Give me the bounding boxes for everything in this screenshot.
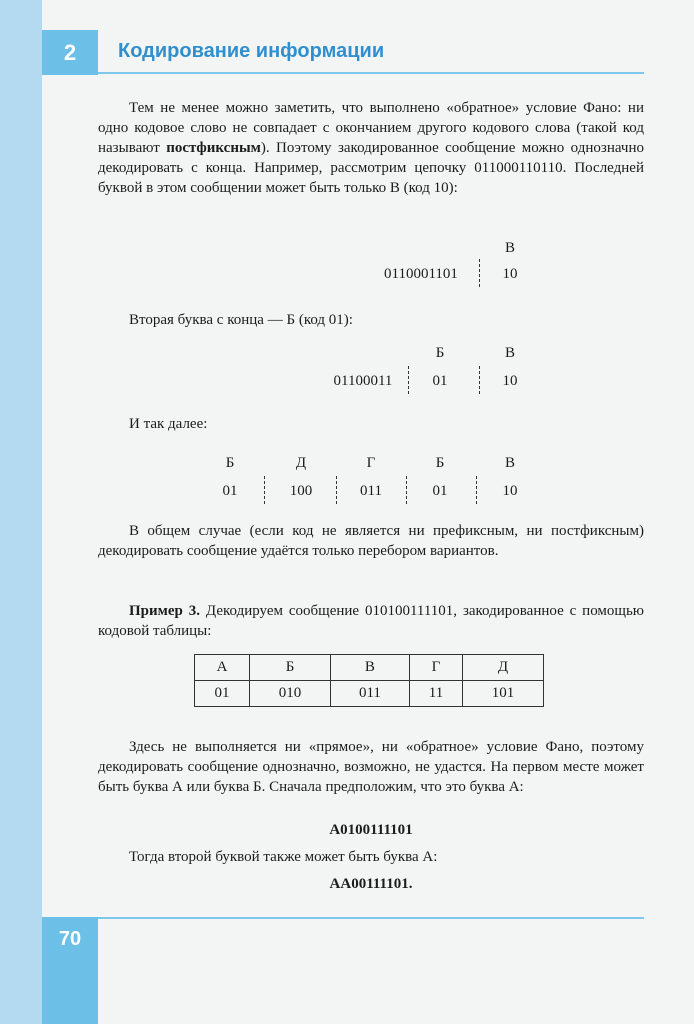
text-second-a: Тогда второй буквой также может быть буква А: xyxy=(129,849,438,865)
page-number: 70 xyxy=(58,928,82,950)
separator xyxy=(406,476,407,504)
table-cell: 01 xyxy=(195,681,250,707)
text-second-letter: Вторая буква с конца — Б (код 01): xyxy=(129,312,353,328)
table-cell: В xyxy=(330,655,409,681)
table-cell: 010 xyxy=(250,681,331,707)
decode1-remainder: 0110001101 xyxy=(384,266,458,282)
chapter-number: 2 xyxy=(42,30,98,75)
decode-step-aa: АА00111101. xyxy=(329,876,413,892)
decode1-code: 10 xyxy=(502,266,518,282)
paragraph-fano-not-satisfied: Здесь не выполняется ни «прямое», ни «обратное» условие Фано, поэтому декодировать сообщение однозначно, возможно, не удастся. На первом месте может быть буква А или буква Б. Сначала предположим, что это буква А: xyxy=(98,739,644,795)
table-cell: Д xyxy=(463,655,544,681)
decode2-letter: Б xyxy=(435,345,445,361)
table-cell: 101 xyxy=(463,681,544,707)
side-strip xyxy=(0,0,42,1024)
decode3-code: 10 xyxy=(502,483,518,499)
table-row xyxy=(195,655,544,681)
code-table xyxy=(194,654,544,707)
separator xyxy=(408,366,409,394)
decode-step-a: А0100111101 xyxy=(329,822,413,838)
decode2-letter: В xyxy=(504,345,515,361)
table-cell: 011 xyxy=(330,681,409,707)
footer-rule xyxy=(98,917,644,919)
decode3-code: 011 xyxy=(360,483,382,499)
table-cell: Б xyxy=(250,655,331,681)
decode2-code: 10 xyxy=(502,373,518,389)
decode3-letter: Г xyxy=(366,455,376,471)
table-row xyxy=(195,681,544,707)
example-3: Пример 3. Декодируем сообщение 010100111101, закодированное с помощью кодовой таблицы: xyxy=(98,603,644,639)
separator xyxy=(476,476,477,504)
table-cell: Г xyxy=(409,655,462,681)
chapter-title: Кодирование информации xyxy=(118,40,385,62)
decode3-code: 100 xyxy=(289,483,313,499)
decode3-code: 01 xyxy=(222,483,238,499)
example-label: Пример 3. xyxy=(129,603,201,619)
decode3-code: 01 xyxy=(432,483,448,499)
decode2-code: 01 xyxy=(432,373,448,389)
paragraph-postfix: Тем не менее можно заметить, что выполнено «обратное» условие Фано: ни одно кодовое слово не совпадает с окончанием другого кодового слова (такой код называют постфиксным). Поэтому закодированное сообщение можно однозначно декодировать с конца. Например, рассмотрим цепочку 011000110110. Последней буквой в этом сообщении может быть только В (код 10): xyxy=(98,100,644,196)
decode3-letter: В xyxy=(504,455,515,471)
decode1-letter: В xyxy=(504,240,515,256)
decode3-letter: Д xyxy=(295,455,307,471)
paragraph-general-case: В общем случае (если код не является ни префиксным, ни постфиксным) декодировать сообщение удаётся только перебором вариантов. xyxy=(98,523,644,559)
decode2-remainder: 01100011 xyxy=(333,373,393,389)
term-postfix: постфиксным xyxy=(166,140,261,156)
separator xyxy=(264,476,265,504)
separator xyxy=(479,259,480,287)
table-cell: 11 xyxy=(409,681,462,707)
text-and-so-on: И так далее: xyxy=(129,416,208,432)
decode3-letter: Б xyxy=(435,455,445,471)
decode3-letter: Б xyxy=(225,455,235,471)
separator xyxy=(336,476,337,504)
table-cell: А xyxy=(195,655,250,681)
header-rule xyxy=(98,72,644,74)
separator xyxy=(479,366,480,394)
